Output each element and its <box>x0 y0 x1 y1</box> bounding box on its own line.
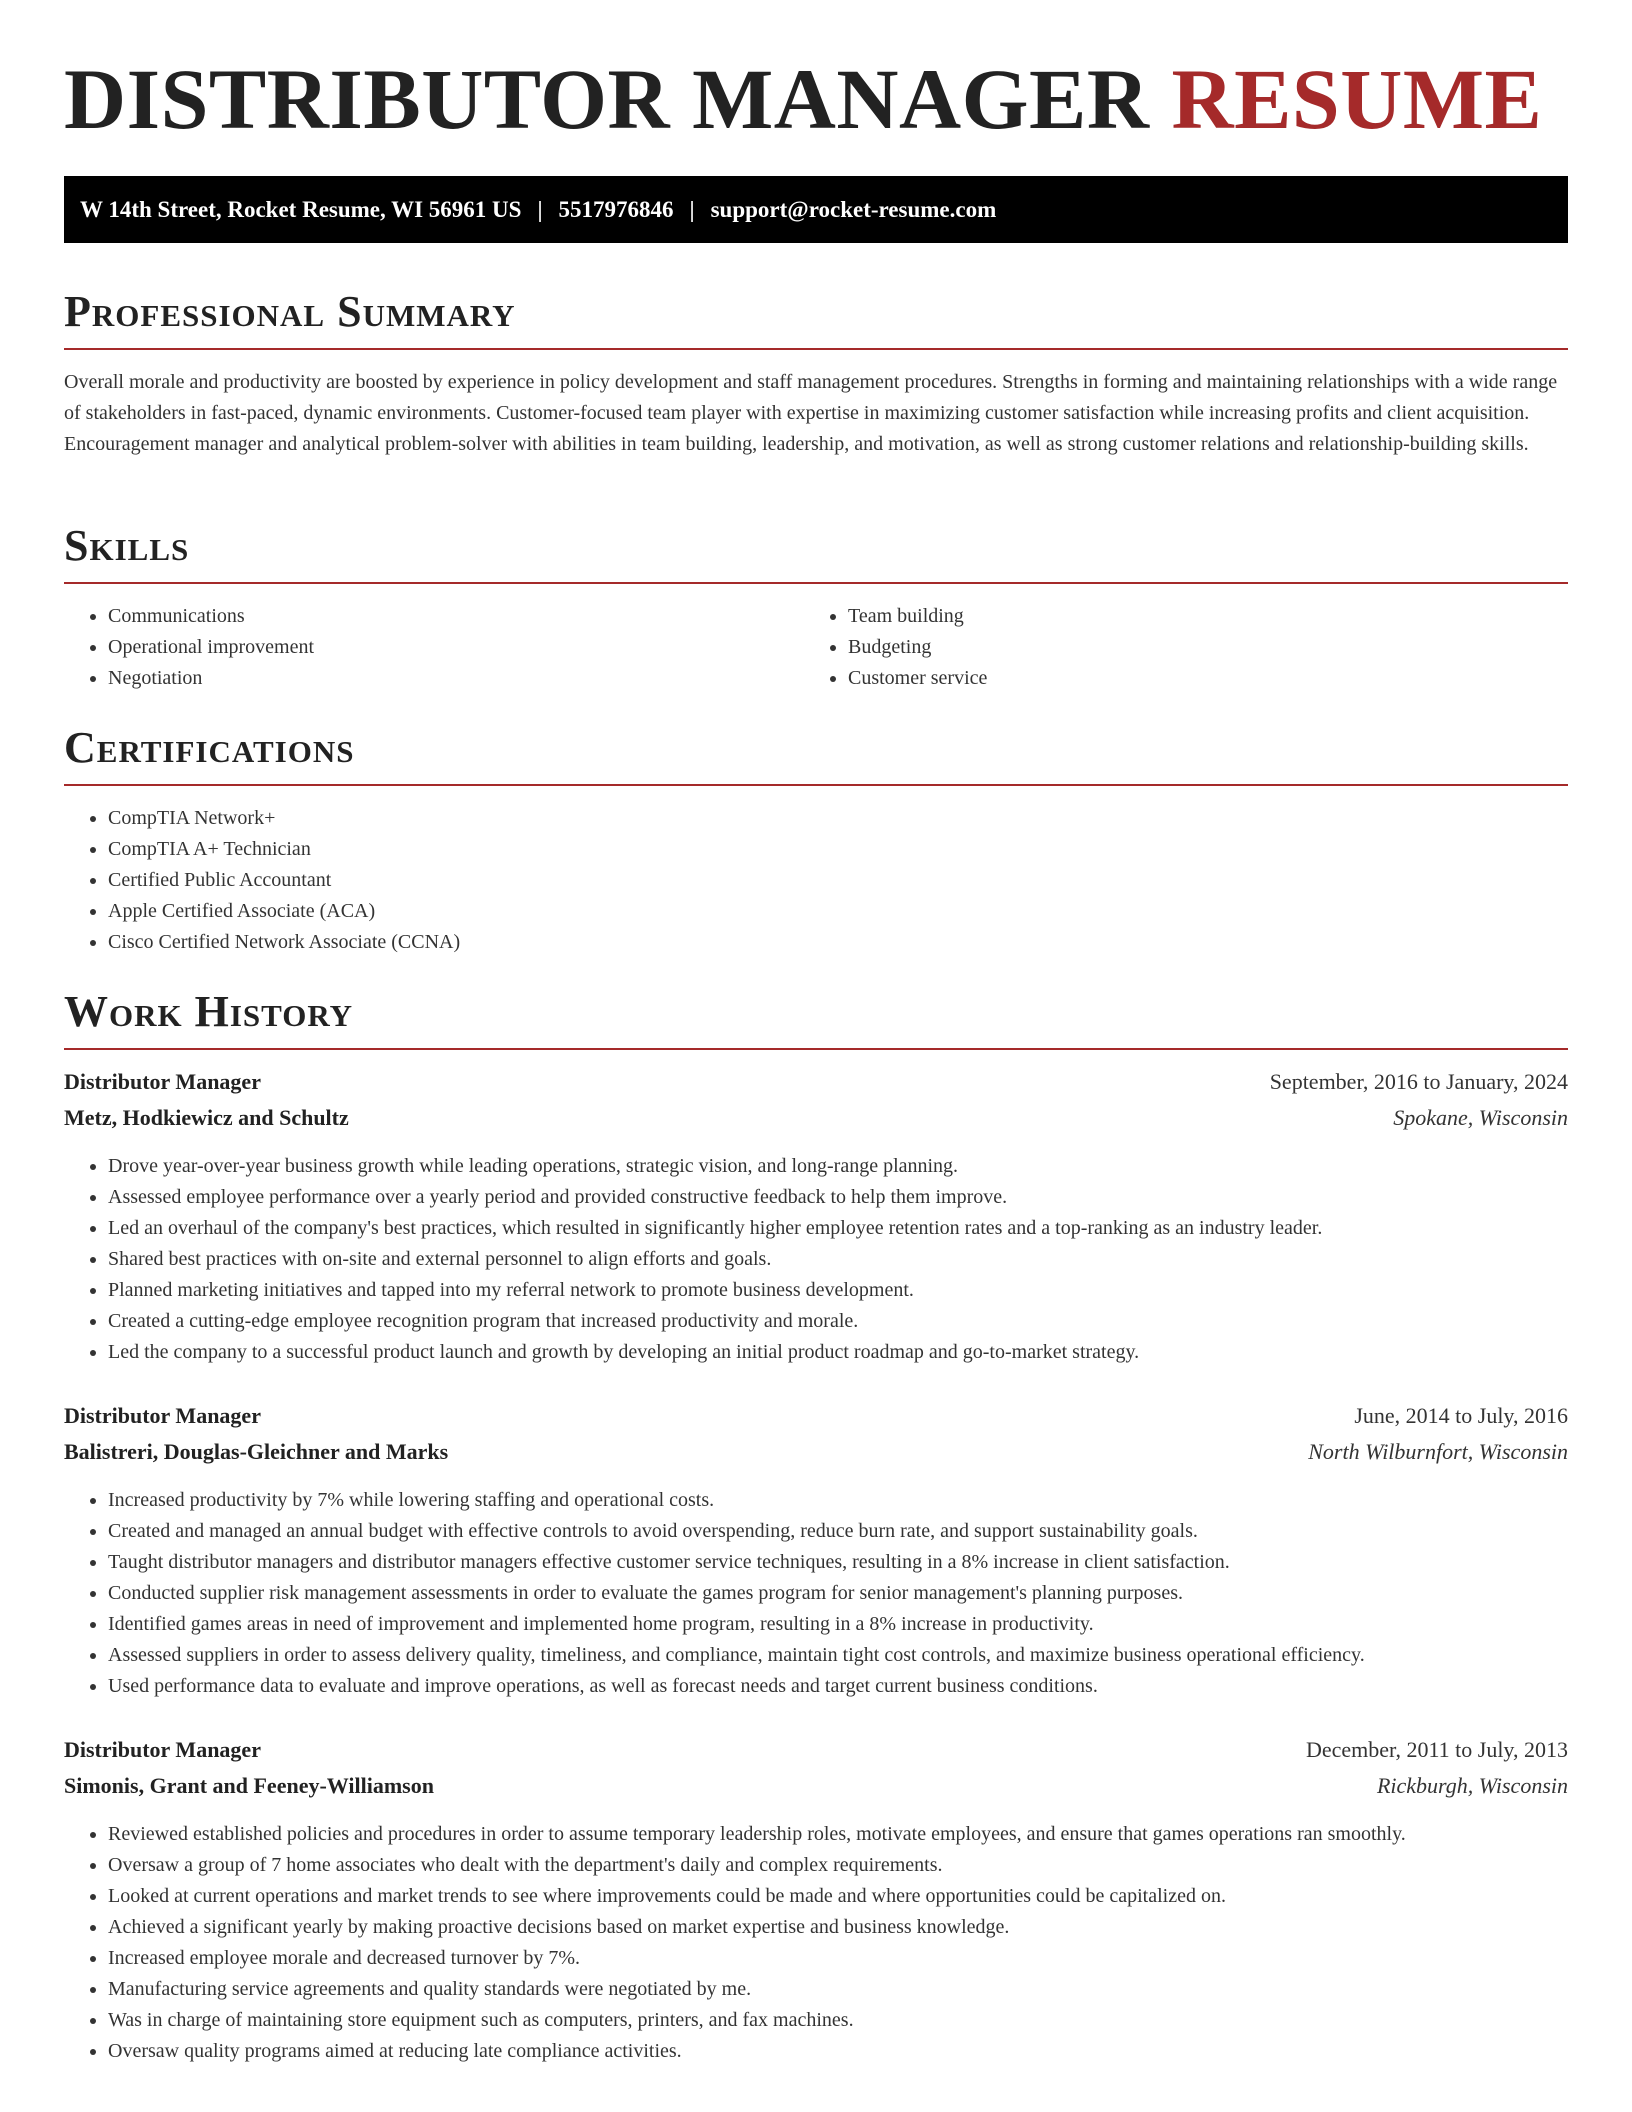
job-bullet: • Assessed employee performance over a yearly period and provided constructive feedback to help them improve. <box>108 1182 1568 1213</box>
job-dates: September, 2016 to January, 2024 <box>1269 1069 1568 1094</box>
summary-heading: Professional Summary <box>64 290 1568 350</box>
job-bullets <box>64 1485 1568 1702</box>
job-bullet: • Achieved a significant yearly by making proactive decisions based on market expertise and business knowledge. <box>108 1912 1568 1943</box>
job-bullet: • Taught distributor managers and distributor managers effective customer service techniques, resulting in a 8% increase in client satisfaction. <box>108 1547 1568 1578</box>
job-bullet: • Drove year-over-year business growth while leading operations, strategic vision, and long-range planning. <box>108 1151 1568 1182</box>
certification-item: • Apple Certified Associate (ACA) <box>108 896 1568 927</box>
skills-column-right <box>804 601 1544 694</box>
certification-item: • Certified Public Accountant <box>108 865 1568 896</box>
job-bullet: • Increased employee morale and decreased turnover by 7%. <box>108 1943 1568 1974</box>
job-dates: June, 2014 to July, 2016 <box>1354 1403 1568 1428</box>
certifications-heading: Certifications <box>64 726 1568 786</box>
work-history-heading: Work History <box>64 990 1568 1050</box>
job-bullet: • Manufacturing service agreements and quality standards were negotiated by me. <box>108 1974 1568 2005</box>
job-bullet: • Reviewed established policies and procedures in order to assume temporary leadership roles, motivate employees, and ensure that games operations ran smoothly. <box>108 1819 1568 1850</box>
contact-bar <box>64 176 1568 243</box>
summary-text: Overall morale and productivity are boosted by experience in policy development and staff management procedures. Strengths in forming and maintaining relationships with a wide range of stakeholders in fast-paced, dynamic environments. Customer-focused team player with expertise in maximizing customer satisfaction while increasing profits and client acquisition. Encouragement manager and analytical problem-solver with abilities in team building, leadership, and motivation, as well as strong customer relations and relationship-building skills. <box>64 371 1558 455</box>
job-bullet: • Increased productivity by 7% while lowering staffing and operational costs. <box>108 1485 1568 1516</box>
certification-item: • Cisco Certified Network Associate (CCNA) <box>108 927 1568 958</box>
job-bullet: • Oversaw quality programs aimed at reducing late compliance activities. <box>108 2036 1568 2067</box>
skill-item: • Customer service <box>848 663 1544 694</box>
job-bullet: • Identified games areas in need of improvement and implemented home program, resulting in a 8% increase in productivity. <box>108 1609 1568 1640</box>
job-entry <box>64 1403 1568 1702</box>
job-company: Balistreri, Douglas-Gleichner and Marks <box>64 1439 449 1464</box>
job-bullet: • Led the company to a successful product launch and growth by developing an initial product roadmap and go-to-market strategy. <box>108 1337 1568 1368</box>
job-location: Rickburgh, Wisconsin <box>1376 1773 1568 1798</box>
job-bullet: • Shared best practices with on-site and external personnel to align efforts and goals. <box>108 1244 1568 1275</box>
certifications-list <box>64 803 1568 958</box>
job-bullet: • Oversaw a group of 7 home associates who dealt with the department's daily and complex requirements. <box>108 1850 1568 1881</box>
job-bullet: • Planned marketing initiatives and tapped into my referral network to promote business development. <box>108 1275 1568 1306</box>
skill-item: • Communications <box>108 601 804 632</box>
job-bullet: • Was in charge of maintaining store equipment such as computers, printers, and fax machines. <box>108 2005 1568 2036</box>
skill-item: • Operational improvement <box>108 632 804 663</box>
job-bullet: • Assessed suppliers in order to assess delivery quality, timeliness, and compliance, maintain tight cost controls, and maximize business operational efficiency. <box>108 1640 1568 1671</box>
job-bullet: • Created and managed an annual budget with effective controls to avoid overspending, reduce burn rate, and support sustainability goals. <box>108 1516 1568 1547</box>
job-entry <box>64 1737 1568 2067</box>
skill-item: • Team building <box>848 601 1544 632</box>
contact-email: support@rocket-resume.com <box>710 196 997 222</box>
skill-item: • Budgeting <box>848 632 1544 663</box>
certification-item: • CompTIA Network+ <box>108 803 1568 834</box>
job-company: Simonis, Grant and Feeney-Williamson <box>64 1773 434 1798</box>
job-bullet: • Used performance data to evaluate and improve operations, as well as forecast needs and target current business conditions. <box>108 1671 1568 1702</box>
job-entry <box>64 1069 1568 1368</box>
skills-list <box>64 601 1568 694</box>
job-bullet: • Created a cutting-edge employee recognition program that increased productivity and morale. <box>108 1306 1568 1337</box>
job-bullet: • Looked at current operations and market trends to see where improvements could be made and where opportunities could be capitalized on. <box>108 1881 1568 1912</box>
certification-item: • CompTIA A+ Technician <box>108 834 1568 865</box>
contact-separator: | <box>537 196 543 222</box>
job-location: Spokane, Wisconsin <box>1393 1105 1568 1130</box>
contact-address: W 14th Street, Rocket Resume, WI 56961 US <box>80 196 522 222</box>
job-company: Metz, Hodkiewicz and Schultz <box>64 1105 349 1130</box>
contact-separator: | <box>689 196 695 222</box>
job-location: North Wilburnfort, Wisconsin <box>1308 1439 1568 1464</box>
job-bullet: • Led an overhaul of the company's best practices, which resulted in significantly higher employee retention rates and a top-ranking as an industry leader. <box>108 1213 1568 1244</box>
resume-title-accent: RESUME <box>1171 51 1543 147</box>
skill-item: • Negotiation <box>108 663 804 694</box>
job-bullets <box>64 1819 1568 2067</box>
job-bullet: • Conducted supplier risk management assessments in order to evaluate the games program for senior management's planning purposes. <box>108 1578 1568 1609</box>
resume-title <box>64 48 1542 151</box>
skills-column-left <box>64 601 804 694</box>
resume-title-main: DISTRIBUTOR MANAGER <box>64 51 1150 147</box>
skills-heading: Skills <box>64 524 1568 584</box>
job-title: Distributor Manager <box>64 1069 261 1094</box>
contact-phone: 5517976846 <box>558 196 674 222</box>
job-bullets <box>64 1151 1568 1368</box>
job-title: Distributor Manager <box>64 1737 261 1762</box>
job-title: Distributor Manager <box>64 1403 261 1428</box>
job-dates: December, 2011 to July, 2013 <box>1305 1737 1568 1762</box>
